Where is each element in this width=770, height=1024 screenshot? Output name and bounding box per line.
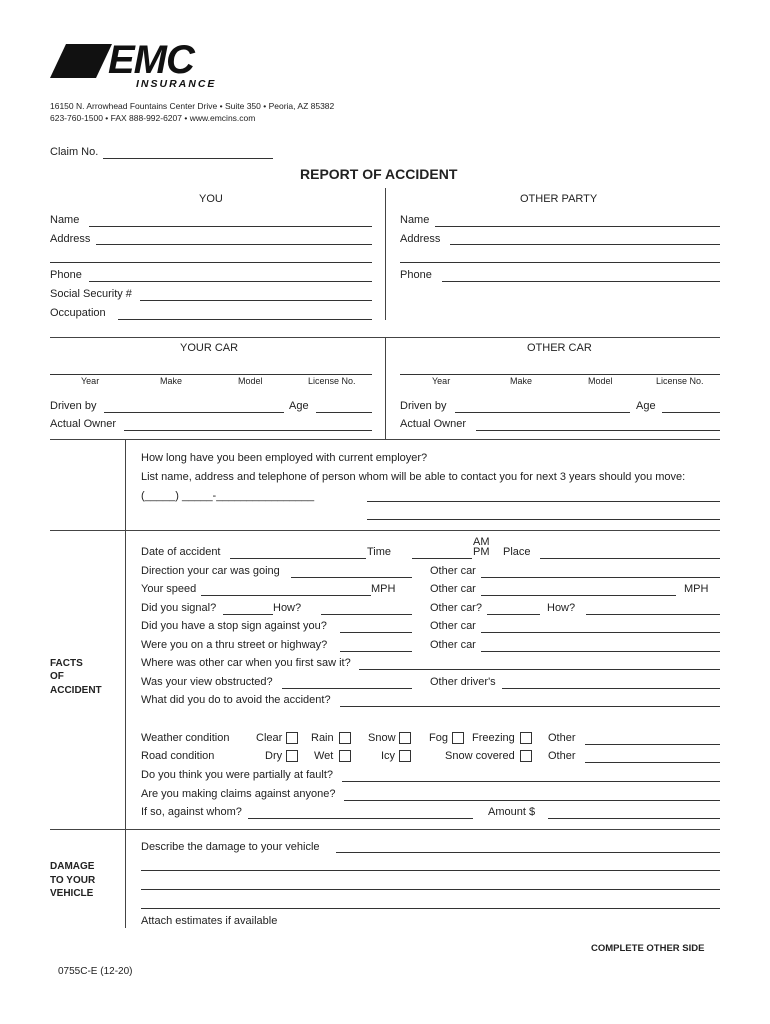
party-divider	[385, 188, 386, 320]
fault-field[interactable]	[342, 781, 720, 782]
other-party-heading: OTHER PARTY	[520, 193, 598, 205]
damage-field-2[interactable]	[141, 870, 720, 871]
wet-label: Wet	[314, 750, 334, 762]
place-field[interactable]	[540, 558, 720, 559]
you-heading: YOU	[199, 193, 223, 205]
time-field[interactable]	[412, 558, 472, 559]
place-label: Place	[503, 546, 531, 558]
snow-label: Snow	[368, 732, 396, 744]
emc-logo	[50, 38, 217, 92]
other-signal-field[interactable]	[487, 614, 540, 615]
logo-text: EMC	[108, 38, 194, 82]
clear-label: Clear	[256, 732, 283, 744]
other-driver-label: Other driver's	[430, 676, 496, 688]
other-signal-label: Other car?	[430, 602, 482, 614]
other-car-license-label: License No.	[656, 376, 704, 386]
view-label: Was your view obstructed?	[141, 676, 273, 688]
contact-field-1[interactable]	[367, 501, 720, 502]
dry-label: Dry	[265, 750, 283, 762]
your-age-label: Age	[289, 400, 309, 412]
logo-slash-mark	[50, 44, 112, 78]
you-ssn-label: Social Security #	[50, 288, 132, 300]
facts-label-3: ACCIDENT	[50, 685, 102, 696]
you-phone-label: Phone	[50, 269, 82, 281]
signal-field[interactable]	[223, 614, 273, 615]
where-saw-label: Where was other car when you first saw it?	[141, 657, 351, 669]
other-driven-by-field[interactable]	[455, 412, 630, 413]
you-address-label: Address	[50, 233, 91, 245]
fog-checkbox[interactable]	[452, 732, 464, 744]
snow-covered-checkbox[interactable]	[520, 750, 532, 762]
icy-checkbox[interactable]	[399, 750, 411, 762]
your-car-license-label: License No.	[308, 376, 356, 386]
contact-phone-field[interactable]: (_____) _____-________________	[141, 490, 315, 502]
rain-checkbox[interactable]	[339, 732, 351, 744]
page-title: REPORT OF ACCIDENT	[300, 166, 458, 182]
thru-street-field[interactable]	[340, 651, 412, 652]
damage-field-4[interactable]	[141, 908, 720, 909]
other-age-field[interactable]	[662, 412, 720, 413]
other-speed-field[interactable]	[481, 595, 676, 596]
your-owner-label: Actual Owner	[50, 418, 117, 430]
thru-street-label: Were you on a thru street or highway?	[141, 639, 328, 651]
how-label: How?	[273, 602, 302, 614]
contact-field-2[interactable]	[367, 519, 720, 520]
other-age-label: Age	[636, 400, 656, 412]
fog-label: Fog	[429, 732, 448, 744]
avoid-field[interactable]	[340, 706, 720, 707]
speed-mph-label: MPH	[371, 583, 396, 595]
your-age-field[interactable]	[316, 412, 372, 413]
snow-covered-label: Snow covered	[445, 750, 515, 762]
you-occupation-label: Occupation	[50, 307, 106, 319]
other-direction-field[interactable]	[481, 577, 720, 578]
against-whom-label: If so, against whom?	[141, 806, 242, 818]
weather-other-field[interactable]	[585, 744, 720, 745]
describe-damage-field[interactable]	[336, 852, 720, 853]
other-thru-street-field[interactable]	[481, 651, 720, 652]
you-ssn-field[interactable]	[140, 300, 372, 301]
freezing-label: Freezing	[472, 732, 515, 744]
other-owner-field[interactable]	[476, 430, 720, 431]
other-car-details-field[interactable]	[400, 374, 720, 375]
clear-checkbox[interactable]	[286, 732, 298, 744]
car-divider	[385, 337, 386, 439]
company-contact: 623-760-1500 • FAX 888-992-6207 • www.emcins.com	[50, 113, 256, 123]
facts-label-1: FACTS	[50, 658, 83, 669]
other-driver-field[interactable]	[502, 688, 720, 689]
other-address-label: Address	[400, 233, 441, 245]
claim-no-label: Claim No.	[50, 146, 99, 158]
dry-checkbox[interactable]	[286, 750, 298, 762]
damage-label-3: VEHICLE	[50, 888, 94, 899]
you-address-field-2[interactable]	[50, 262, 372, 263]
amount-label: Amount $	[488, 806, 536, 818]
other-car-make-label: Make	[510, 376, 533, 386]
date-label: Date of accident	[141, 546, 221, 558]
other-stop-sign-label: Other car	[430, 620, 476, 632]
other-how-field[interactable]	[586, 614, 720, 615]
claim-no-field[interactable]	[103, 158, 273, 159]
amount-field[interactable]	[548, 818, 720, 819]
other-car-model-label: Model	[588, 376, 613, 386]
your-car-year-label: Year	[81, 376, 100, 386]
company-address: 16150 N. Arrowhead Fountains Center Drive • Suite 350 • Peoria, AZ 85382	[50, 101, 335, 111]
am-label: AM	[473, 536, 490, 548]
your-car-heading: YOUR CAR	[180, 342, 239, 354]
view-field[interactable]	[282, 688, 412, 689]
other-driven-by-label: Driven by	[400, 400, 447, 412]
other-speed-label: Other car	[430, 583, 476, 595]
claims-label: Are you making claims against anyone?	[141, 788, 336, 800]
road-label: Road condition	[141, 750, 215, 762]
form-number: 0755C-E (12-20)	[58, 966, 133, 977]
your-driven-by-field[interactable]	[104, 412, 284, 413]
rain-label: Rain	[311, 732, 334, 744]
other-name-field[interactable]	[435, 226, 720, 227]
facts-divider	[50, 530, 720, 531]
other-direction-label: Other car	[430, 565, 476, 577]
other-how-label: How?	[547, 602, 576, 614]
claims-field[interactable]	[344, 800, 720, 801]
facts-label-2: OF	[50, 671, 64, 682]
describe-damage-label: Describe the damage to your vehicle	[141, 841, 320, 853]
other-address-field[interactable]	[450, 244, 720, 245]
you-phone-field[interactable]	[89, 281, 372, 282]
other-speed-mph-label: MPH	[684, 583, 709, 595]
damage-divider	[50, 829, 720, 830]
date-field[interactable]	[230, 558, 366, 559]
you-occupation-field[interactable]	[118, 319, 372, 320]
speed-label: Your speed	[141, 583, 197, 595]
weather-label: Weather condition	[141, 732, 230, 744]
attach-estimates-note: Attach estimates if available	[141, 915, 278, 927]
other-car-year-label: Year	[432, 376, 451, 386]
direction-label: Direction your car was going	[141, 565, 280, 577]
fault-label: Do you think you were partially at fault?	[141, 769, 333, 781]
pm-label: PM	[473, 546, 490, 558]
other-thru-street-label: Other car	[430, 639, 476, 651]
road-other-label: Other	[548, 750, 576, 762]
your-car-make-label: Make	[160, 376, 183, 386]
signal-label: Did you signal?	[141, 602, 217, 614]
you-address-field[interactable]	[96, 244, 372, 245]
other-phone-field[interactable]	[442, 281, 720, 282]
other-stop-sign-field[interactable]	[481, 632, 720, 633]
other-car-heading: OTHER CAR	[527, 342, 592, 354]
your-car-model-label: Model	[238, 376, 263, 386]
your-car-details-field[interactable]	[50, 374, 372, 375]
logo-subtext: INSURANCE	[136, 78, 217, 90]
wet-checkbox[interactable]	[339, 750, 351, 762]
complete-other-side: COMPLETE OTHER SIDE	[591, 943, 705, 954]
icy-label: Icy	[381, 750, 396, 762]
avoid-label: What did you do to avoid the accident?	[141, 694, 331, 706]
you-name-label: Name	[50, 214, 80, 226]
stop-sign-field[interactable]	[340, 632, 412, 633]
damage-field-3[interactable]	[141, 889, 720, 890]
against-whom-field[interactable]	[248, 818, 473, 819]
where-saw-field[interactable]	[359, 669, 720, 670]
other-owner-label: Actual Owner	[400, 418, 467, 430]
your-owner-field[interactable]	[124, 430, 372, 431]
other-address-field-2[interactable]	[400, 262, 720, 263]
time-label: Time	[367, 546, 392, 558]
other-phone-label: Phone	[400, 269, 432, 281]
snow-checkbox[interactable]	[399, 732, 411, 744]
your-driven-by-label: Driven by	[50, 400, 97, 412]
freezing-checkbox[interactable]	[520, 732, 532, 744]
road-other-field[interactable]	[585, 762, 720, 763]
employment-question: How long have you been employed with current employer?	[141, 452, 428, 464]
left-section-rule	[125, 439, 126, 928]
weather-other-label: Other	[548, 732, 576, 744]
you-name-field[interactable]	[89, 226, 372, 227]
how-field[interactable]	[321, 614, 412, 615]
contact-question: List name, address and telephone of person whom will be able to contact you for next 3 years should you move:	[141, 471, 686, 483]
stop-sign-label: Did you have a stop sign against you?	[141, 620, 327, 632]
damage-label-1: DAMAGE	[50, 861, 95, 872]
speed-field[interactable]	[201, 595, 371, 596]
employment-divider	[50, 439, 720, 440]
direction-field[interactable]	[291, 577, 412, 578]
other-name-label: Name	[400, 214, 430, 226]
damage-label-2: TO YOUR	[50, 875, 96, 886]
